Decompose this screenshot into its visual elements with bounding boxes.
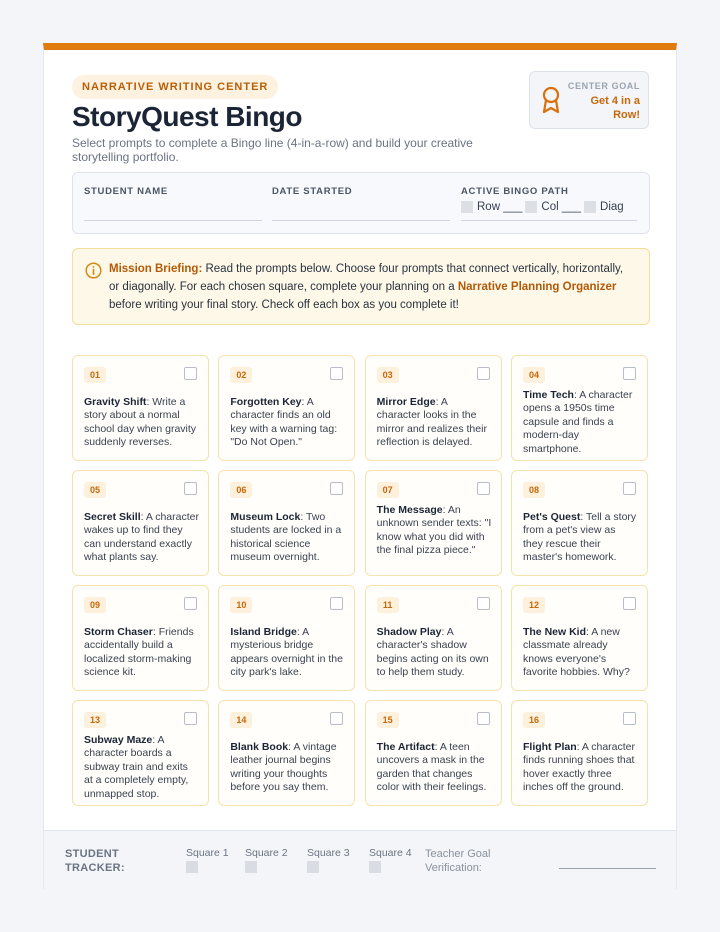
col-label: Col ___ [541,201,582,213]
square-checkbox[interactable] [623,597,636,610]
square-number: 04 [523,367,545,383]
square-checkbox[interactable] [330,482,343,495]
worksheet-page [43,43,677,889]
square-prompt [84,396,199,450]
tracker-square-label: Square 2 [245,847,288,859]
path-row-option[interactable] [461,201,522,213]
square-prompt [84,734,199,801]
tracker-checkbox[interactable] [369,861,381,873]
square-number: 08 [523,482,545,498]
square-prompt [377,626,492,680]
square-number: 15 [377,712,399,728]
tracker-checkbox[interactable] [245,861,257,873]
square-number: 07 [377,482,399,498]
square-number: 02 [230,367,252,383]
square-checkbox[interactable] [623,712,636,725]
prompt-description: : A teen uncovers a mask in the garden that changes color with their feelings. [376,741,487,794]
prompt-title: The Message [376,504,443,516]
bingo-grid [72,355,650,806]
square-checkbox[interactable] [184,367,197,380]
prompt-title: Storm Chaser [84,626,153,638]
prompt-title: Flight Plan [522,741,577,753]
prompt-description: : Tell a story from a pet's view as they rescue their master's homework. [522,511,637,564]
prompt-title: Pet's Quest [522,511,581,523]
path-col-option[interactable] [525,201,581,213]
square-number: 11 [377,597,399,613]
prompt-description: : A character boards a subway train and exits at a completely empty, unmapped stop. [84,734,189,800]
square-prompt [523,389,638,456]
active-path-label: ACTIVE BINGO PATH [461,186,569,197]
bingo-square[interactable] [218,470,355,576]
square-number: 09 [84,597,106,613]
mission-briefing [72,248,650,325]
prompt-description: : Friends accidentally build a localized storm-making science kit. [84,626,194,679]
page-subtitle: Select prompts to complete a Bingo line (4-in-a-row) and build your creative storytelling portfolio. [72,136,473,164]
square-checkbox[interactable] [477,712,490,725]
square-checkbox[interactable] [330,712,343,725]
square-checkbox[interactable] [184,597,197,610]
bingo-square[interactable] [365,585,502,691]
tracker-square-4[interactable] [369,847,412,873]
bingo-square[interactable] [365,470,502,576]
student-name-label: STUDENT NAME [84,186,168,197]
goal-text: Get 4 in a Row! [590,95,640,121]
student-info-box [72,172,650,234]
prompt-title: Museum Lock [230,511,301,523]
square-prompt [377,396,492,450]
row-checkbox[interactable] [461,201,473,213]
briefing-text-part2: before writing your final story. Check off each box as you complete it! [109,299,459,311]
bingo-square[interactable] [511,470,648,576]
student-tracker [44,830,676,889]
diag-checkbox[interactable] [584,201,596,213]
col-checkbox[interactable] [525,201,537,213]
briefing-text-part1: Read the prompts below. Choose four prompts that connect vertically, horizontally, or diagonally. For each chosen square, complete your planning on a [109,263,624,293]
square-number: 10 [230,597,252,613]
prompt-title: Time Tech [522,389,574,401]
date-started-field[interactable] [272,220,450,221]
prompt-title: Island Bridge [230,626,297,638]
goal-label: CENTER GOAL [567,81,640,91]
bingo-square[interactable] [72,585,209,691]
square-prompt [230,396,345,450]
row-label: Row ___ [477,201,523,213]
prompt-description: : A character's shadow begins acting on its own to help them study. [376,626,489,679]
bingo-square[interactable] [72,470,209,576]
prompt-title: Shadow Play [376,626,442,638]
bingo-square[interactable] [365,700,502,806]
diag-label: Diag [600,201,624,213]
tracker-checkbox[interactable] [307,861,319,873]
bingo-square[interactable] [511,700,648,806]
prompt-title: Subway Maze [84,734,153,746]
square-prompt [230,741,345,795]
tracker-square-2[interactable] [245,847,288,873]
prompt-title: Forgotten Key [230,396,302,408]
prompt-description: : An unknown sender texts: "I know what you did with the final pizza piece." [376,504,492,557]
prompt-description: : Two students are locked in a historical science museum overnight. [230,511,342,564]
square-prompt [84,626,199,680]
square-checkbox[interactable] [184,482,197,495]
square-number: 16 [523,712,545,728]
bingo-square[interactable] [218,355,355,461]
active-path-line [461,220,637,221]
prompt-title: The Artifact [376,741,435,753]
prompt-description: : Write a story about a normal school day when gravity suddenly reverses. [84,396,197,449]
prompt-description: : A character opens a 1950s time capsule and finds a modern-day smartphone. [522,389,633,455]
square-checkbox[interactable] [477,482,490,495]
square-checkbox[interactable] [330,367,343,380]
prompt-title: The New Kid [522,626,586,638]
square-prompt [523,741,638,795]
square-prompt [230,511,345,565]
square-checkbox[interactable] [184,712,197,725]
square-number: 05 [84,482,106,498]
bingo-square[interactable] [218,585,355,691]
square-prompt [84,511,199,565]
teacher-verification-label: Teacher Goal Verification: [425,848,491,874]
tracker-square-label: Square 3 [307,847,350,859]
bingo-square[interactable] [365,355,502,461]
category-badge: NARRATIVE WRITING CENTER [72,75,278,99]
organizer-highlight: Narrative Planning Organizer [457,281,617,293]
bingo-square[interactable] [72,355,209,461]
prompt-description: : A mysterious bridge appears overnight in the city park's lake. [230,626,343,679]
tracker-label: STUDENT TRACKER: [65,848,125,874]
tracker-square-3[interactable] [307,847,350,873]
prompt-title: Gravity Shift [84,396,147,408]
info-circle-icon [85,262,102,279]
prompt-description: : A character finds an old key with a warning tag: "Do Not Open." [230,396,338,449]
ribbon-award-icon [540,86,562,114]
center-goal-card [529,71,649,129]
square-prompt [230,626,345,680]
prompt-description: : A character finds running shoes that hover exactly three inches off the ground. [522,741,636,794]
tracker-square-label: Square 1 [186,847,229,859]
tracker-checkbox[interactable] [186,861,198,873]
square-checkbox[interactable] [623,482,636,495]
square-number: 03 [377,367,399,383]
square-number: 06 [230,482,252,498]
prompt-title: Mirror Edge [376,396,436,408]
square-checkbox[interactable] [623,367,636,380]
briefing-text [109,260,635,314]
bingo-square[interactable] [218,700,355,806]
bingo-path-options [461,201,627,213]
square-prompt [523,626,638,680]
prompt-description: : A character wakes up to find they can understand exactly what plants say. [84,511,199,564]
prompt-description: : A character looks in the mirror and realizes their reflection is delayed. [376,396,487,449]
tracker-square-1[interactable] [186,847,229,873]
square-number: 12 [523,597,545,613]
student-name-field[interactable] [84,220,262,221]
teacher-signature-line[interactable] [559,868,656,869]
square-prompt [377,741,492,795]
bingo-square[interactable] [511,585,648,691]
tracker-square-label: Square 4 [369,847,412,859]
square-number: 01 [84,367,106,383]
page-title: StoryQuest Bingo [72,101,303,132]
briefing-lead: Mission Briefing: [109,263,203,275]
square-checkbox[interactable] [477,367,490,380]
bingo-square[interactable] [511,355,648,461]
square-prompt [377,504,492,558]
date-started-label: DATE STARTED [272,186,353,197]
square-number: 13 [84,712,106,728]
prompt-title: Secret Skill [84,511,141,523]
square-number: 14 [230,712,252,728]
prompt-description: : A vintage leather journal begins writing your thoughts before you say them. [230,741,337,794]
path-diag-option[interactable] [584,201,624,213]
square-checkbox[interactable] [477,597,490,610]
bingo-square[interactable] [72,700,209,806]
square-checkbox[interactable] [330,597,343,610]
prompt-description: : A new classmate already knows everyone's favorite hobbies. Why? [522,626,630,679]
square-prompt [523,511,638,565]
prompt-title: Blank Book [230,741,289,753]
